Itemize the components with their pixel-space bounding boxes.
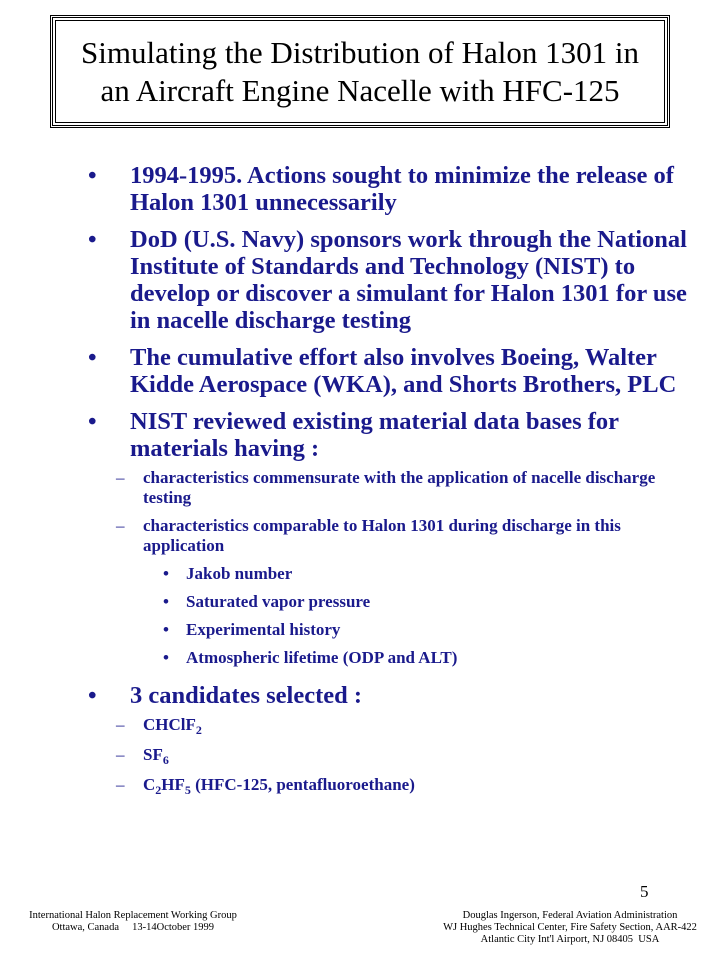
criteria-item bbox=[0, 564, 720, 584]
formula-subscript: 5 bbox=[184, 783, 191, 797]
footer-left-line: Ottawa, Canada 13-14October 1999 bbox=[51, 922, 215, 933]
footer-right-line: Douglas Ingerson, Federal Aviation Administration bbox=[462, 910, 678, 921]
bullet-glyph: • bbox=[88, 226, 97, 253]
dash-glyph: – bbox=[116, 775, 125, 794]
footer-left bbox=[8, 910, 258, 934]
criteria-text: Jakob number bbox=[186, 564, 293, 583]
page-number: 5 bbox=[640, 882, 649, 901]
dash-glyph: – bbox=[116, 745, 125, 764]
criteria-item bbox=[0, 592, 720, 612]
bullet-glyph: • bbox=[163, 564, 169, 583]
dash-glyph: – bbox=[116, 715, 125, 734]
bullet-glyph: • bbox=[88, 344, 97, 371]
bullet-glyph: • bbox=[163, 592, 169, 611]
bullet-glyph: • bbox=[163, 648, 169, 667]
bullet-text: The cumulative effort also involves Boeing, Walter Kidde Aerospace (WKA), and Shorts Brothers, PLC bbox=[130, 344, 677, 398]
bullet-text: 1994-1995. Actions sought to minimize the release of Halon 1301 unnecessarily bbox=[130, 162, 674, 216]
footer-left-line: International Halon Replacement Working Group bbox=[29, 910, 237, 921]
bullet-item bbox=[0, 408, 720, 462]
candidate-item bbox=[0, 745, 720, 765]
footer-right-line: WJ Hughes Technical Center, Fire Safety Section, AAR-422 bbox=[443, 922, 697, 933]
sub-text: characteristics comparable to Halon 1301 during discharge in this application bbox=[143, 516, 621, 555]
criteria-item bbox=[0, 648, 720, 668]
dash-glyph: – bbox=[116, 468, 125, 487]
formula-base: C bbox=[143, 775, 156, 794]
bullet-text: DoD (U.S. Navy) sponsors work through the National Institute of Standards and Technology (NIST) to develop or discover a simulant for Halon 1301 for use in nacelle discharge testing bbox=[130, 226, 687, 334]
formula-base: CHClF bbox=[143, 715, 196, 734]
candidate-item bbox=[0, 715, 720, 735]
criteria-text: Saturated vapor pressure bbox=[186, 592, 371, 611]
footer-right-line: Atlantic City Int'l Airport, NJ 08405 USA bbox=[480, 934, 660, 945]
slide-content bbox=[0, 162, 720, 803]
formula-middle: HF bbox=[161, 775, 185, 794]
formula-subscript: 2 bbox=[195, 723, 202, 737]
title-box bbox=[50, 15, 670, 128]
formula-subscript: 6 bbox=[162, 753, 169, 767]
candidates-heading: 3 candidates selected : bbox=[130, 682, 363, 709]
formula-description: (HFC-125, pentafluoroethane) bbox=[190, 775, 415, 794]
formula-subscript: 2 bbox=[155, 783, 162, 797]
bullet-glyph: • bbox=[88, 682, 97, 709]
criteria-text: Experimental history bbox=[186, 620, 341, 639]
sub-item bbox=[0, 516, 720, 556]
bullet-item bbox=[0, 226, 720, 334]
bullet-glyph: • bbox=[163, 620, 169, 639]
sub-text: characteristics commensurate with the application of nacelle discharge testing bbox=[143, 468, 656, 507]
sub-item bbox=[0, 468, 720, 508]
bullet-item bbox=[0, 344, 720, 398]
candidate-item bbox=[0, 775, 720, 795]
slide-title: Simulating the Distribution of Halon 1301 in an Aircraft Engine Nacelle with HFC-125 bbox=[81, 34, 639, 108]
formula-base: SF bbox=[143, 745, 163, 764]
footer-right bbox=[425, 910, 715, 946]
bullet-glyph: • bbox=[88, 408, 97, 435]
criteria-item bbox=[0, 620, 720, 640]
criteria-text: Atmospheric lifetime (ODP and ALT) bbox=[186, 648, 458, 667]
dash-glyph: – bbox=[116, 516, 125, 535]
bullet-item bbox=[0, 162, 720, 216]
bullet-glyph: • bbox=[88, 162, 97, 189]
bullet-text: NIST reviewed existing material data bases for materials having : bbox=[130, 408, 619, 462]
bullet-item bbox=[0, 682, 720, 709]
